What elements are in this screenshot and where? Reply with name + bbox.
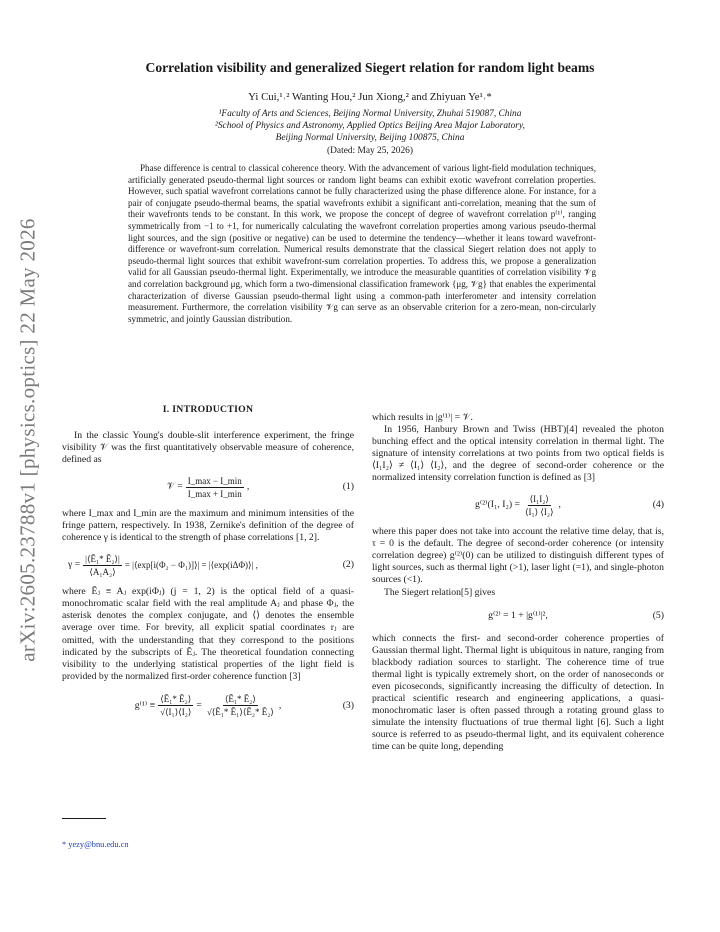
eq1-fraction bbox=[186, 475, 244, 500]
eq2-numerator: |⟨Ẽ₁* Ẽ₂⟩| bbox=[83, 553, 122, 566]
intro-paragraph-3: where Ẽⱼ ≡ Aⱼ exp(iΦⱼ) (j = 1, 2) is the optical field of a quasi-monochromatic scalar field with the real amplitude Aⱼ and phase Φⱼ, the asterisk denotes the complex conjugate, and ⟨⟩ denotes the ensemble average over time. For brevity, all explicit spatial coordinates rⱼ are omitted, with the understanding that they correspond to the positions indicated by the subscripts of Ẽⱼ. The theoretical foundation connecting visibility to the underlying statistical properties of the light field is provided by the normalized first-order coherence function [3] bbox=[62, 586, 354, 682]
footnote-marker: * bbox=[62, 840, 67, 849]
eq2-tail: = |⟨exp[i(Φ₂ − Φ₁)]⟩| = |⟨exp(iΔΦ)⟩| , bbox=[124, 560, 258, 571]
eq1-lhs: 𝒱 = bbox=[166, 481, 183, 493]
corresponding-email-link[interactable]: yezy@bnu.edu.cn bbox=[68, 840, 129, 849]
affiliation-2: ²School of Physics and Astronomy, Applied Optics Beijing Area Major Laboratory, bbox=[215, 121, 525, 131]
paper-title: Correlation visibility and generalized Siegert relation for random light beams bbox=[145, 60, 595, 75]
arxiv-identifier: arXiv:2605.23788v1 [physics.optics] 22 May 2026 bbox=[15, 218, 40, 662]
eq3-denominator-1: √⟨I₁⟩⟨I₂⟩ bbox=[160, 707, 192, 718]
author-list: Yi Cui,¹˒² Wanting Hou,² Jun Xiong,² and Zhiyuan Ye¹˒* bbox=[248, 91, 492, 103]
eq4-tail: , bbox=[558, 499, 561, 511]
equation-2 bbox=[62, 550, 354, 580]
equation-1 bbox=[62, 472, 354, 502]
eq4-denominator: ⟨I₁⟩ ⟨I₂⟩ bbox=[524, 506, 554, 517]
eq1-number: (1) bbox=[342, 481, 354, 493]
eq2-lhs: γ = bbox=[68, 559, 81, 571]
footnote bbox=[62, 840, 129, 849]
footnote-rule bbox=[62, 818, 106, 819]
right-column bbox=[372, 412, 664, 753]
eq4-fraction bbox=[523, 493, 556, 518]
date-line: (Dated: May 25, 2026) bbox=[327, 146, 413, 156]
eq5-expression: g⁽²⁾ = 1 + |g⁽¹⁾|², bbox=[488, 609, 548, 621]
right-paragraph-3: where this paper does not take into account the relative time delay, that is, τ = 0 is the default. The degree of second-order coherence (or intensity correlation degree) g⁽²⁾(0) can be utilized to distinguish different types of light sources, such as thermal light (>1), laser light (=1), and single-photon sources (<1). bbox=[372, 526, 664, 586]
section-heading: I. INTRODUCTION bbox=[162, 404, 254, 415]
intro-paragraph-2: where I_max and I_min are the maximum and minimum intensities of the fringe pattern, respectively. In 1938, Zernike's definition of the degree of coherence γ is identical to the strength of phase correlations [1, 2]. bbox=[62, 508, 354, 544]
right-paragraph-2: In 1956, Hanbury Brown and Twiss (HBT)[4] revealed the photon bunching effect and the optical intensity correlation in thermal light. The signature of intensity correlations at two points from two optical fields is ⟨I₁I₂⟩ ≠ ⟨I₁⟩ ⟨I₂⟩, and the degree of second-order coherence or the normalized intensity correlation function is defined as [3] bbox=[372, 424, 664, 484]
affiliation-1: ¹Faculty of Arts and Sciences, Beijing Normal University, Zhuhai 519087, China bbox=[218, 109, 522, 119]
right-paragraph-1: which results in |g⁽¹⁾| = 𝒱. bbox=[372, 412, 473, 423]
eq3-lhs: g⁽¹⁾ ≡ bbox=[134, 699, 156, 711]
equation-5 bbox=[372, 605, 664, 627]
eq2-number: (2) bbox=[342, 559, 354, 571]
right-paragraph-4: The Siegert relation[5] gives bbox=[384, 586, 496, 598]
eq5-number: (5) bbox=[652, 609, 664, 621]
affiliation-3: Beijing Normal University, Beijing 100875, China bbox=[275, 133, 465, 143]
eq3-numerator-2: ⟨Ẽ₁* Ẽ₂⟩ bbox=[223, 693, 258, 706]
intro-paragraph-1: In the classic Young's double-slit interference experiment, the fringe visibility 𝒱 was the first quantitatively observable measure of coherence, defined as bbox=[62, 430, 354, 466]
affiliations bbox=[70, 108, 670, 144]
eq3-fraction-1 bbox=[158, 693, 193, 718]
eq3-tail: , bbox=[278, 699, 282, 711]
eq4-number: (4) bbox=[652, 499, 664, 511]
equation-3 bbox=[62, 689, 354, 723]
eq3-fraction-2 bbox=[205, 693, 276, 718]
arxiv-sidebar-stamp bbox=[8, 210, 48, 670]
eq4-numerator: ⟨I₁I₂⟩ bbox=[528, 493, 551, 506]
eq3-number: (3) bbox=[342, 699, 354, 711]
eq1-denominator: I_max + I_min bbox=[187, 488, 242, 499]
right-paragraph-5: which connects the first- and second-order coherence properties of Gaussian thermal light. Thermal light is ubiquitous in nature, ranging from blackbody radiation sources to starlight. The coherence time of true thermal light is typically extremely short, on the order of nanoseconds or even picoseconds, significantly increasing the difficulty of detection. In practical scientific research and engineering applications, a quasi-monochromatic laser is often passed through a rotating ground glass to simulate the intensity fluctuations of true thermal light [6]. Such a light source is referred to as pseudo-thermal light, and its equivalent coherence time can be quite long, depending bbox=[372, 632, 664, 752]
eq3-numerator-1: ⟨Ẽ₁* Ẽ₂⟩ bbox=[158, 693, 193, 706]
eq4-lhs: g⁽²⁾(I₁, I₂) = bbox=[475, 499, 520, 511]
eq2-denominator: ⟨A₁A₂⟩ bbox=[89, 566, 116, 577]
abstract: Phase difference is central to classical coherence theory. With the advancement of various light-field modulation techniques, artificially generated pseudo-thermal light sources or random light beams can exhibit exotic wavefront correlation properties. However, such spatial wavefront correlations cannot be fully characterized using the phase difference alone. For instance, for a pair of conjugate pseudo-thermal beams, the spatial wavefronts exhibit a significant anti-correlation, meaning that the sum of their wavefronts tends to be constant. In this work, we propose the concept of degree of wavefront correlation p⁽¹⁾, ranging symmetrically from −1 to +1, for numerically calculating the wavefront correlation properties among various pseudo-thermal light sources, and the sign (positive or negative) can be used to determine the tendency—whether it leans toward wavefront-difference or wavefront-sum correlation. Numerical results demonstrate that the classical Siegert relation does not apply to pseudo-thermal light sources that exhibit wavefront-sum correlation properties. To address this, we propose a generalization valid for all Gaussian pseudo-thermal light. Experimentally, we introduce the measurable quantities of correlation visibility 𝒱g and correlation background μg, which form a two-dimensional classification framework {μg, 𝒱g} that enables the experimental characterization of diverse Gaussian pseudo-thermal light using a common-path interferometer and intensity correlation measurement. Furthermore, the correlation visibility 𝒱g can serve as an observable criterion for a zero-mean, non-circularly symmetric, and jointly Gaussian distribution. bbox=[128, 163, 596, 324]
eq3-denominator-2: √⟨Ẽ₁* Ẽ₁⟩⟨Ẽ₂* Ẽ₂⟩ bbox=[206, 707, 274, 718]
eq2-fraction bbox=[83, 553, 122, 578]
equation-4 bbox=[372, 490, 664, 520]
eq1-tail: , bbox=[246, 481, 250, 493]
left-column bbox=[62, 404, 354, 729]
eq1-numerator: I_max − I_min bbox=[186, 475, 244, 488]
eq3-mid: = bbox=[196, 699, 202, 711]
